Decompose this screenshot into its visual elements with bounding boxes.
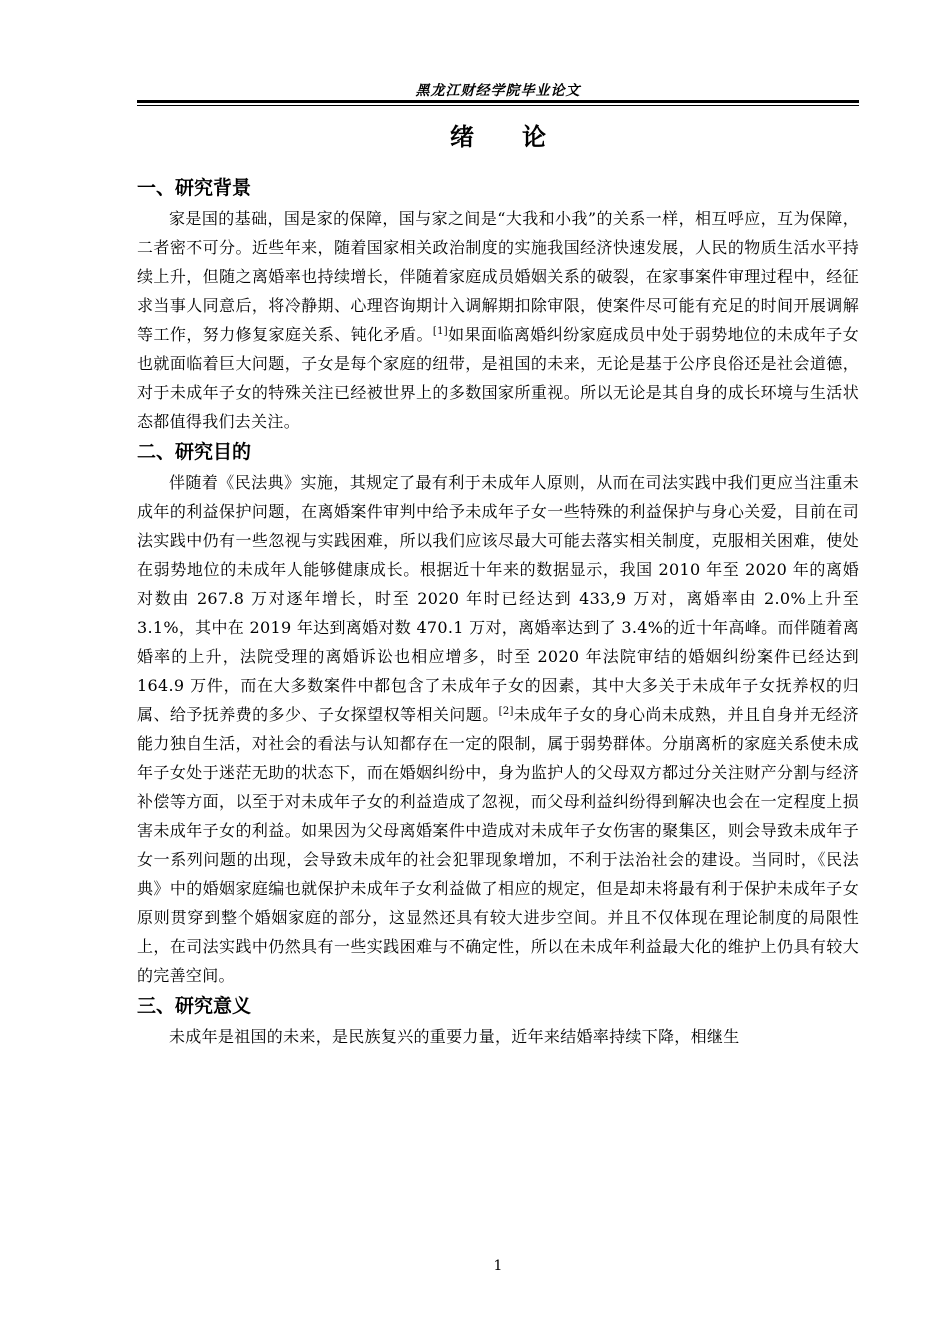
section-paragraph <box>137 1022 859 1051</box>
header-rule-thick <box>137 100 859 103</box>
paragraph-text: 家是国的基础，国是家的保障，国与家之间是“大我和小我”的关系一样，相互呼应，互为保障，二者密不可分。近些年来，随着国家相关政治制度的实施我国经济快速发展，人民的物质生活水平持续上升，但随之离婚率也持续增长，伴随着家庭成员婚姻关系的破裂，在家事案件审理过程中，经征求当事人同意后，将冷静期、心理咨询期计入调解期扣除审限，使案件尽可能有充足的时间开展调解等工作，努力修复家庭关系、钝化矛盾。 <box>137 209 859 344</box>
chapter-title <box>137 117 859 152</box>
running-header: 黑龙江财经学院毕业论文 <box>415 83 581 99</box>
section-research-significance <box>137 990 859 1051</box>
paragraph-text: 伴随着《民法典》实施，其规定了最有利于未成年人原则，从而在司法实践中我们更应当注重未成年的利益保护问题，在离婚案件审判中给予未成年子女一些特殊的利益保护与身心关爱，目前在司法实践中仍有一些忽视与实践困难，所以我们应该尽最大可能去落实相关制度，克服相关困难，使处在弱势地位的未成年人能够健康成长。根据近十年来的数据显示，我国 2010 年至 2020 年的离婚对数由 267.8 万对逐年增长，时至 2020 年时已经达到 433,9 万对，离婚率由 2.0%上升至 3.1%，其中在 2019 年达到离婚对数 470.1 万对，离婚率达到了 3.4%的近十年高峰。而伴随着离婚率的上升，法院受理的离婚诉讼也相应增多，时至 2020 年法院审结的婚姻纠纷案件已经达到 164.9 万件，而在大多数案件中都包含了未成年子女的因素，其中大多关于未成年子女抚养权的归属、给予抚养费的多少、子女探望权等相关问题。 <box>137 473 859 724</box>
section-heading: 三、研究意义 <box>137 995 252 1017</box>
section-paragraph <box>137 204 859 436</box>
citation-ref: [1] <box>432 326 448 337</box>
section-paragraph <box>137 468 859 990</box>
paragraph-text: 未成年是祖国的未来，是民族复兴的重要力量，近年来结婚率持续下降，相继生 <box>169 1027 740 1046</box>
page-number: 1 <box>493 1258 503 1274</box>
title-char-1: 绪 <box>450 123 474 151</box>
section-research-purpose <box>137 436 859 990</box>
section-heading: 一、研究背景 <box>137 177 252 199</box>
citation-ref: [2] <box>498 706 514 717</box>
body-content <box>137 172 859 1051</box>
section-heading: 二、研究目的 <box>137 441 252 463</box>
header-rule-thin <box>137 105 859 106</box>
title-char-2: 论 <box>522 123 546 151</box>
paragraph-text: 如果面临离婚纠纷家庭成员中处于弱势地位的未成年子女也就面临着巨大问题，子女是每个家庭的纽带，是祖国的未来，无论是基于公序良俗还是社会道德，对于未成年子女的特殊关注已经被世界上的多数国家所重视。所以无论是其自身的成长环境与生活状态都值得我们去关注。 <box>137 325 859 431</box>
paragraph-text: 未成年子女的身心尚未成熟，并且自身并无经济能力独自生活，对社会的看法与认知都存在一定的限制，属于弱势群体。分崩离析的家庭关系使未成年子女处于迷茫无助的状态下，而在婚姻纠纷中，身为监护人的父母双方都过分关注财产分割与经济补偿等方面，以至于对未成年子女的利益造成了忽视，而父母利益纠纷得到解决也会在一定程度上损害未成年子女的利益。如果因为父母离婚案件中造成对未成年子女伤害的聚集区，则会导致未成年子女一系列问题的出现，会导致未成年的社会犯罪现象增加，不利于法治社会的建设。当同时，《民法典》中的婚姻家庭编也就保护未成年子女利益做了相应的规定，但是却未将最有利于保护未成年子女原则贯穿到整个婚姻家庭的部分，这显然还具有较大进步空间。并且不仅体现在理论制度的局限性上，在司法实践中仍然具有一些实践困难与不确定性，所以在未成年利益最大化的维护上仍具有较大的完善空间。 <box>137 705 859 985</box>
section-research-background <box>137 172 859 436</box>
